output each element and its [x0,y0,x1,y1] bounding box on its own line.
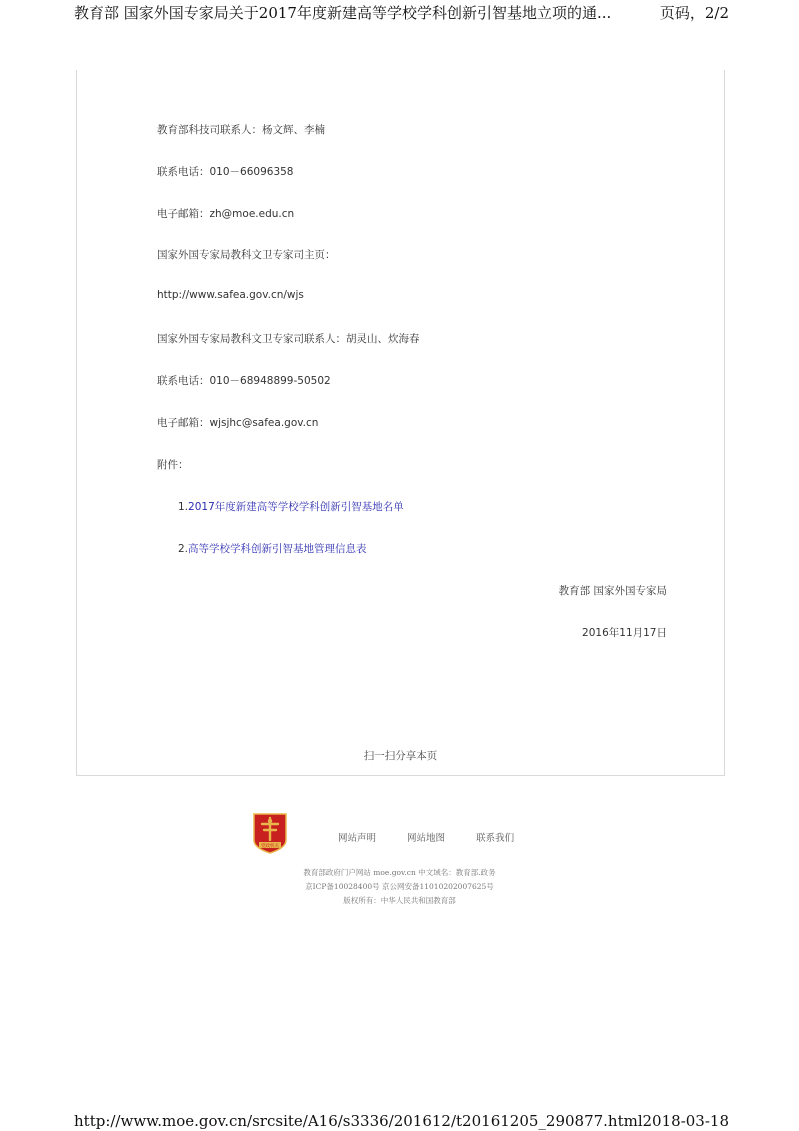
print-header-title: 教育部 国家外国专家局关于2017年度新建高等学校学科创新引智基地立项的通... [74,4,612,22]
safea-homepage-url: http://www.safea.gov.cn/wjs [157,289,304,301]
attachment-item-1 [178,499,404,514]
attachment-number: 2. [178,543,189,555]
safea-contact-email: 电子邮箱：wjsjhc@safea.gov.cn [157,417,319,429]
attachment-number: 1. [178,501,189,513]
attachment-item-2 [178,541,367,556]
footer-domain-info: 教育部政府门户网站 moe.gov.cn 中文域名：教育部.政务 [303,868,496,877]
print-footer [0,1112,799,1131]
safea-contact-phone: 联系电话：010－68948899-50502 [157,375,331,387]
moe-contact-person: 教育部科技司联系人：杨文辉、李楠 [157,124,325,136]
attachment-link-2[interactable]: 高等学校学科创新引智基地管理信息表 [188,543,367,555]
issue-date: 2016年11月17日 [582,627,667,639]
signature: 教育部 国家外国专家局 [558,585,667,597]
logo-text: 党政机关 [261,844,279,849]
safea-contact-person: 国家外国专家局教科文卫专家司联系人：胡灵山、炊海春 [157,333,420,345]
moe-contact-phone: 联系电话：010－66096358 [157,166,294,178]
footer-link-sitemap[interactable]: 网站地图 [407,833,446,844]
footer-link-contact[interactable]: 联系我们 [476,833,515,844]
footer-icp-info: 京ICP备10028400号 京公网安备11010202007625号 [305,882,494,891]
party-government-logo-icon[interactable] [252,812,288,854]
print-footer-url: http://www.moe.gov.cn/srcsite/A16/s3336/201612/t20161205_290877.html [74,1112,643,1130]
footer-copyright: 版权所有：中华人民共和国教育部 [343,896,456,905]
print-header [0,0,799,26]
attachment-link-1[interactable]: 2017年度新建高等学校学科创新引智基地名单 [188,501,404,513]
footer-link-statement[interactable]: 网站声明 [338,833,377,844]
footer-info [0,866,799,908]
footer-links [338,830,542,844]
attachments-label: 附件： [157,459,189,471]
article-content-box [76,70,725,776]
print-header-page-number: 页码，2/2 [659,4,729,22]
safea-homepage-label: 国家外国专家局教科文卫专家司主页： [157,249,336,261]
print-footer-date: 2018-03-18 [642,1112,729,1130]
scan-share-button[interactable]: 扫一扫分享本页 [363,750,438,762]
moe-contact-email: 电子邮箱：zh@moe.edu.cn [157,208,295,220]
